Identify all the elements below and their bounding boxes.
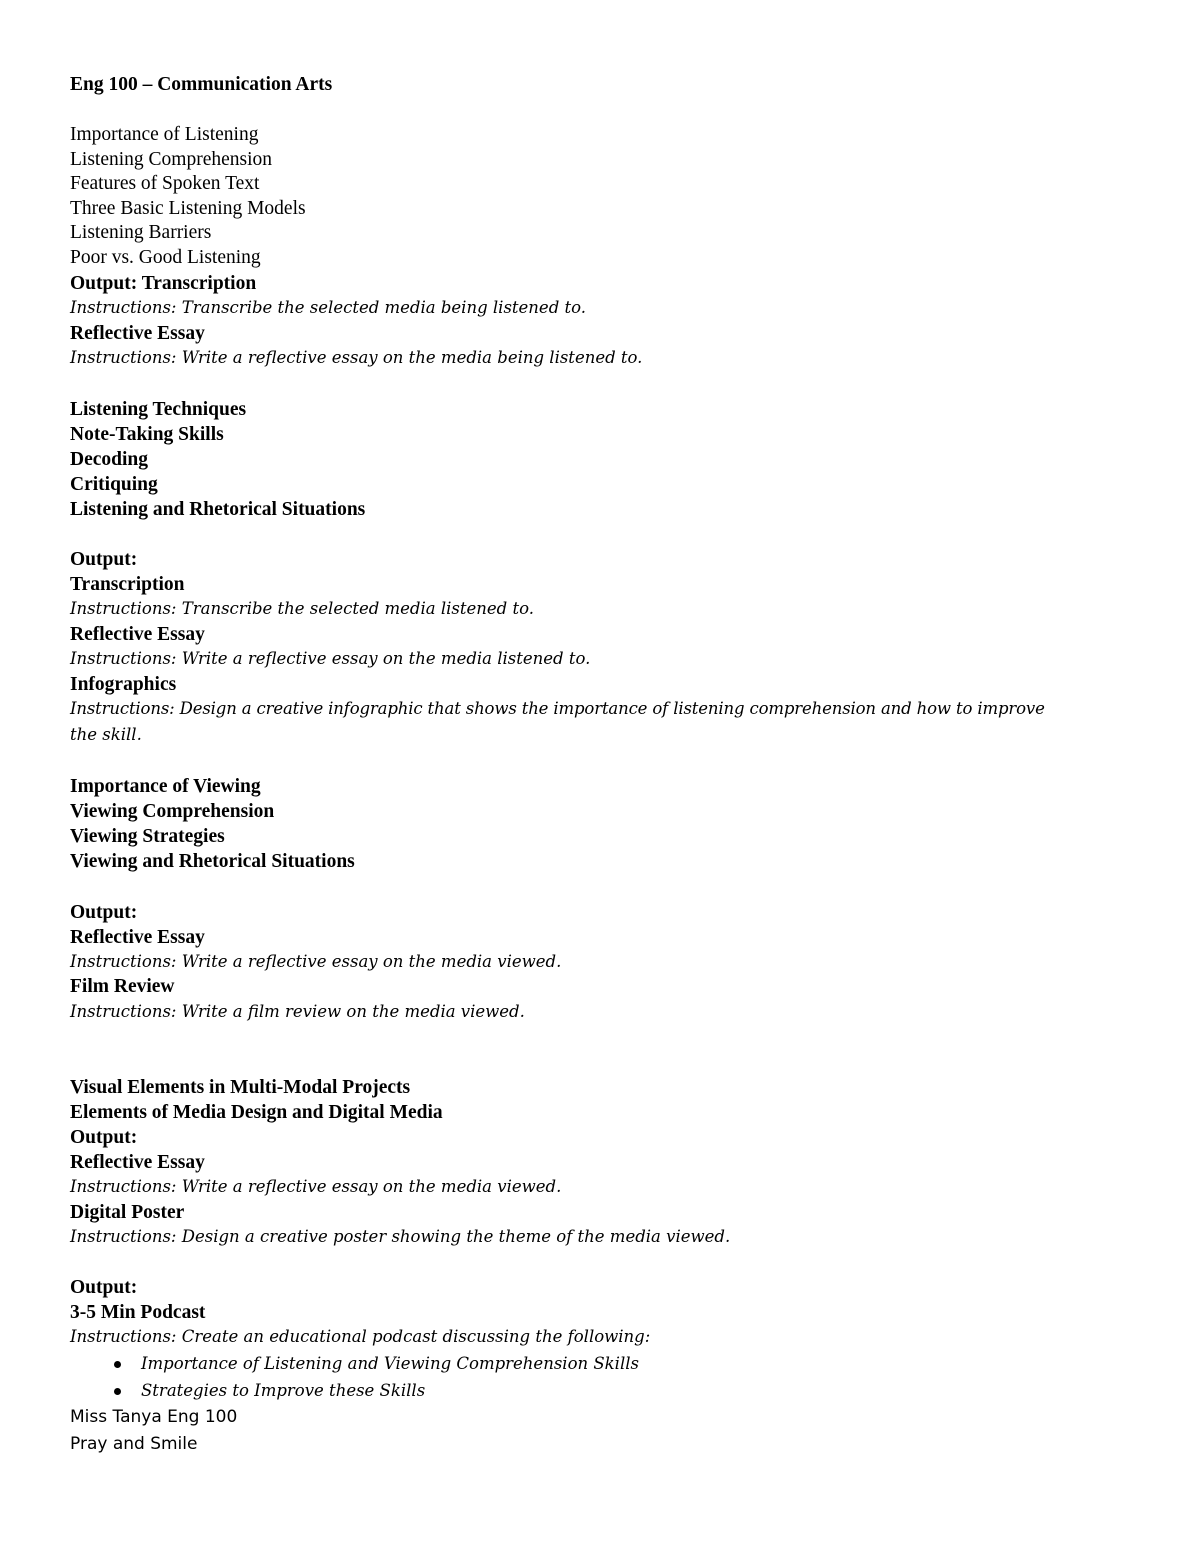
topic-line: Note-Taking Skills xyxy=(70,424,224,445)
document-title: Eng 100 – Communication Arts xyxy=(70,74,333,95)
output-heading: Transcription xyxy=(70,574,185,595)
output-heading: Reflective Essay xyxy=(70,1152,205,1173)
topic-line: Viewing Strategies xyxy=(70,826,225,847)
topic-line: Features of Spoken Text xyxy=(70,173,260,194)
topic-line: Importance of Viewing xyxy=(70,776,261,797)
output-label: Output: xyxy=(70,1277,138,1298)
output-label: Output: xyxy=(70,549,138,570)
instructions-line: Instructions: Transcribe the selected media listened to. xyxy=(70,599,534,618)
instructions-line: Instructions: Write a film review on the media viewed. xyxy=(70,1002,525,1021)
topic-line: Viewing Comprehension xyxy=(70,801,275,822)
footer-line: Miss Tanya Eng 100 xyxy=(70,1407,238,1427)
output-label: Output: xyxy=(70,902,138,923)
topic-line: Listening and Rhetorical Situations xyxy=(70,499,366,520)
topic-line: Listening Comprehension xyxy=(70,149,273,170)
topic-line: Listening Techniques xyxy=(70,399,247,420)
topic-line: Decoding xyxy=(70,449,148,470)
topic-line: Critiquing xyxy=(70,474,158,495)
topic-line: Listening Barriers xyxy=(70,222,212,243)
bullet-item: Importance of Listening and Viewing Comprehension Skills xyxy=(141,1354,639,1373)
instructions-line: Instructions: Write a reflective essay on the media viewed. xyxy=(70,1177,562,1196)
output-heading: Film Review xyxy=(70,976,175,997)
output-heading: Reflective Essay xyxy=(70,323,205,344)
topic-line: Visual Elements in Multi-Modal Projects xyxy=(70,1077,411,1098)
output-heading: Reflective Essay xyxy=(70,624,205,645)
bullet-icon xyxy=(114,1361,121,1368)
instructions-line: Instructions: Write a reflective essay on the media viewed. xyxy=(70,952,562,971)
instructions-line: Instructions: Transcribe the selected media being listened to. xyxy=(70,298,587,317)
bullet-icon xyxy=(114,1388,121,1395)
output-heading: 3-5 Min Podcast xyxy=(70,1302,206,1323)
output-heading: Digital Poster xyxy=(70,1202,185,1223)
bullet-item: Strategies to Improve these Skills xyxy=(141,1381,426,1400)
topic-line: Elements of Media Design and Digital Media xyxy=(70,1102,443,1123)
instructions-line: Instructions: Write a reflective essay on the media listened to. xyxy=(70,649,591,668)
topic-line: Three Basic Listening Models xyxy=(70,198,306,219)
instructions-line: Instructions: Design a creative poster showing the theme of the media viewed. xyxy=(70,1227,731,1246)
output-label: Output: xyxy=(70,1127,138,1148)
instructions-line: Instructions: Create an educational podcast discussing the following: xyxy=(70,1327,651,1346)
output-heading: Infographics xyxy=(70,674,177,695)
output-heading: Output: Transcription xyxy=(70,273,257,294)
output-heading: Reflective Essay xyxy=(70,927,205,948)
topic-line: Importance of Listening xyxy=(70,124,259,145)
instructions-line: Instructions: Write a reflective essay on the media being listened to. xyxy=(70,348,643,367)
footer-line: Pray and Smile xyxy=(70,1434,198,1454)
topic-line: Poor vs. Good Listening xyxy=(70,247,261,268)
instructions-line: the skill. xyxy=(70,725,142,744)
instructions-line: Instructions: Design a creative infographic that shows the importance of listening comprehension and how to improve xyxy=(70,699,1045,718)
topic-line: Viewing and Rhetorical Situations xyxy=(70,851,355,872)
